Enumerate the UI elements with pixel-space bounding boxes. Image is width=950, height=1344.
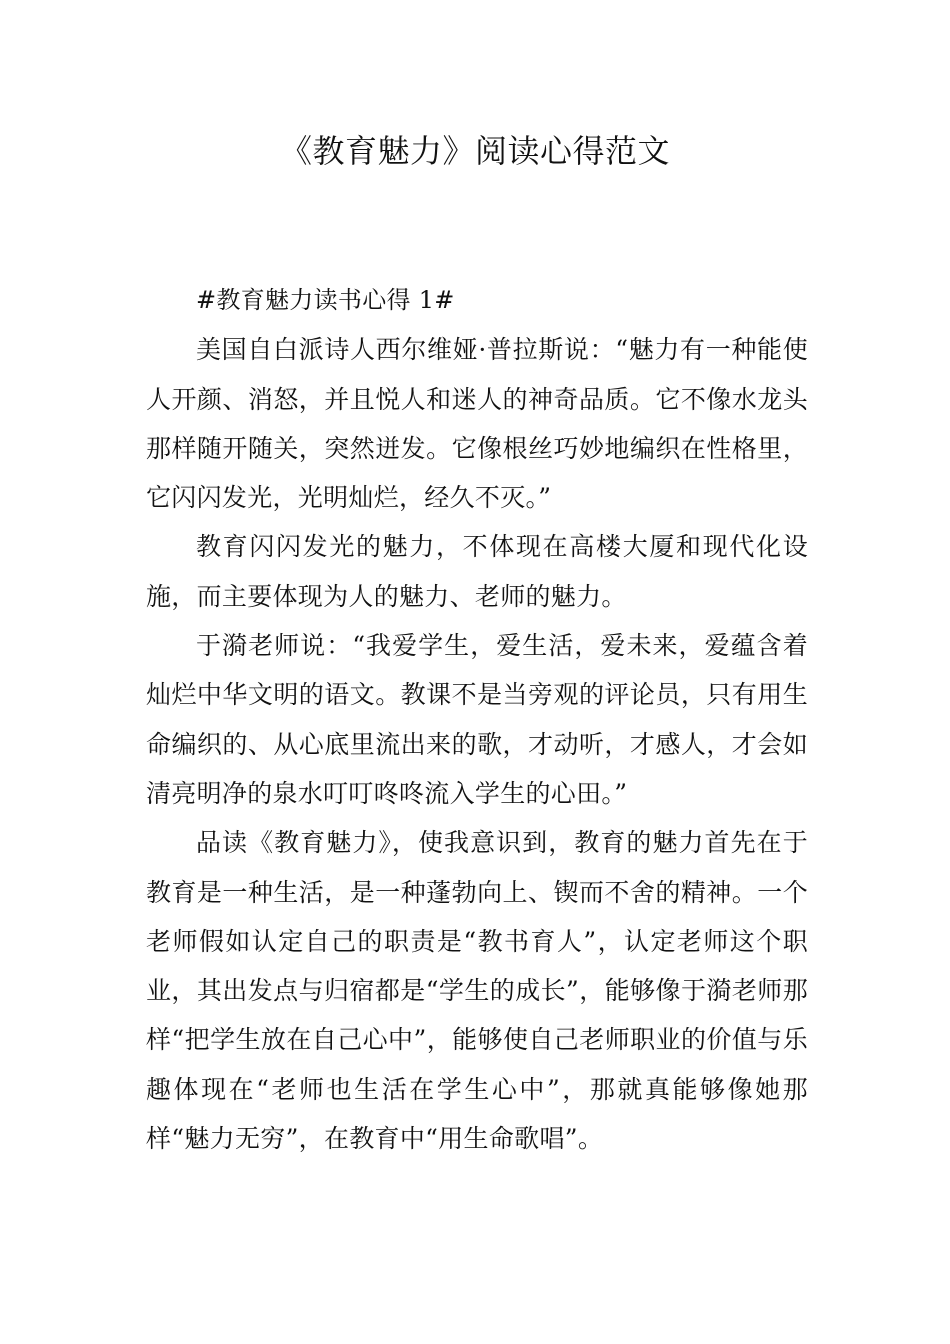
paragraph-education-charm: 教育闪闪发光的魅力，不体现在高楼大厦和现代化设施，而主要体现为人的魅力、老师的魅力。 <box>146 532 808 611</box>
paragraph-quote-yu-yi: 于漪老师说：“我爱学生，爱生活，爱未来，爱蕴含着灿烂中华文明的语文。教课不是当旁观的评论员，只有用生命编织的、从心底里流出来的歌，才动听，才感人，才会如清亮明净的泉水叮叮咚咚流入学生的心田。” <box>146 631 808 808</box>
document-title: 《教育魅力》阅读心得范文 <box>279 132 670 170</box>
section-heading: #教育魅力读书心得 1# <box>196 286 455 314</box>
paragraph-quote-plath: 美国自白派诗人西尔维娅·普拉斯说：“魅力有一种能使人开颜、消怒，并且悦人和迷人的神奇品质。它不像水龙头那样随开随关，突然迸发。它像根丝巧妙地编织在性格里，它闪闪发光，光明灿烂，经久不灭。” <box>146 335 808 513</box>
document-body <box>146 276 808 1163</box>
paragraph-reflection: 品读《教育魅力》，使我意识到，教育的魅力首先在于教育是一种生活，是一种蓬勃向上、锲而不舍的精神。一个老师假如认定自己的职责是“教书育人”，认定老师这个职业，其出发点与归宿都是“学生的成长”，能够像于漪老师那样“把学生放在自己心中”，能够使自己老师职业的价值与乐趣体现在“老师也生活在学生心中”，那就真能够像她那样“魅力无穷”，在教育中“用生命歌唱”。 <box>146 828 808 1154</box>
